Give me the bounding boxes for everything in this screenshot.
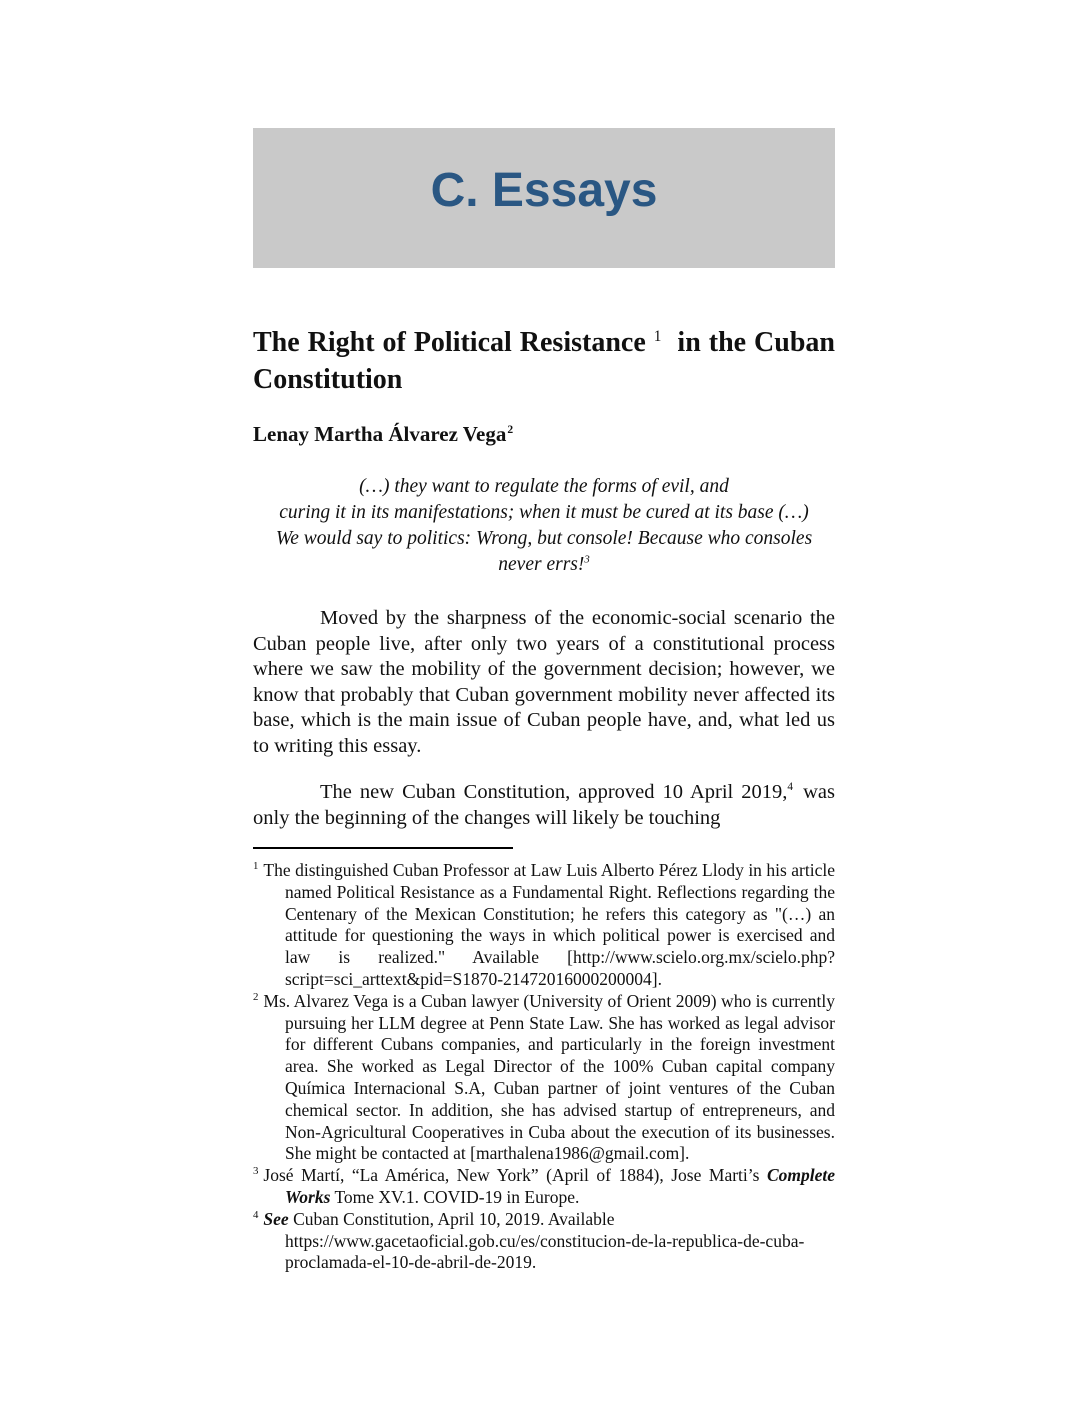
footnote-3 [253,1165,835,1209]
footnote-1-marker: 1 [253,860,259,873]
footnote-list [253,860,835,1274]
author-name: Lenay Martha Álvarez Vega [253,422,507,446]
section-banner-label: C. Essays [430,163,658,217]
footnote-4-see: See [263,1208,289,1229]
epigraph-footnote-ref: 3 [584,553,590,566]
epigraph-line: (…) they want to regulate the forms of evil, and [359,476,729,497]
title-footnote-ref: 1 [653,327,662,345]
paragraph-2 [253,780,835,831]
article-title-text: The Right of Political Resistance [253,327,646,358]
paragraph-2-text: The new Cuban Constitution, approved 10 April 2019, [320,781,788,803]
footnote-4-url: https://www.gacetaoficial.gob.cu/es/constitucion-de-la-republica-de-cuba-proclamada-el-10-de-abril-de-2019. [285,1230,805,1273]
footnote-4-text: Cuban Constitution, April 10, 2019. Available [288,1208,615,1229]
footnote-3-text: José Martí, “La América, New York” (April of 1884), Jose Marti’s [263,1165,767,1186]
footnote-1-text: The distinguished Cuban Professor at Law Luis Alberto Pérez Llody in his article named Political Resistance as a Fundamental Right. Reflections regarding the Centenary of the Mexican Constitution; he refers this category as "(…) an attitude for questioning the ways in which political power is exercised and law is realized." Available [http://www.scielo.org.mx/scielo.php?script=sci_arttext&pid=S1870-21472016000200004]. [263,860,835,989]
footnote-4-marker: 4 [253,1208,259,1221]
paragraph-2-footnote-ref: 4 [787,781,794,794]
footnote-2-text: Ms. Alvarez Vega is a Cuban lawyer (University of Orient 2009) who is currently pursuing her LLM degree at Penn State Law. She has worked as legal advisor for different Cubans companies, and particularly in the foreign investment area. She worked as Legal Director of the 100% Cuban capital company Química Internacional S.A, Cuban partner of joint ventures of the Cuban chemical sector. In addition, she has advised startup of entrepreneurs, and Non-Agricultural Cooperatives in Cuba about the execution of its businesses. She might be contacted at [marthalena1986@gmail.com]. [263,990,835,1164]
author-footnote-ref: 2 [507,424,514,436]
section-banner [253,128,835,268]
paragraph-1: Moved by the sharpness of the economic-social scenario the Cuban people live, after only two years of a constitutional process where we saw the mobility of the government decision; however, we know that probably that Cuban government mobility never affected its base, which is the main issue of Cuban people have, and, what led us to writing this essay. [253,607,835,757]
epigraph-line [253,552,835,578]
footnote-3-work-title: Complete Works [285,1165,835,1207]
epigraph [253,474,835,578]
footnote-1 [253,860,835,991]
epigraph-line: We would say to politics: Wrong, but console! Because who consoles [275,528,813,549]
footnote-4 [253,1209,835,1274]
footnote-2 [253,991,835,1165]
footnote-separator [253,847,513,849]
footnote-3-marker: 3 [253,1165,259,1178]
epigraph-line-text: never errs! [498,554,585,575]
content-column [253,128,835,1274]
article-title-rest: in the Cuban Constitution [253,327,835,395]
epigraph-line: curing it in its manifestations; when it must be cured at its base (…) [279,502,809,523]
article-title [253,324,835,398]
footnote-3-rest: Tome XV.1. COVID-19 in Europe. [330,1186,580,1207]
paragraph-2-rest: was only the beginning of the changes will likely be touching [253,781,835,829]
author-line [253,422,835,447]
footnote-2-marker: 2 [253,990,259,1003]
